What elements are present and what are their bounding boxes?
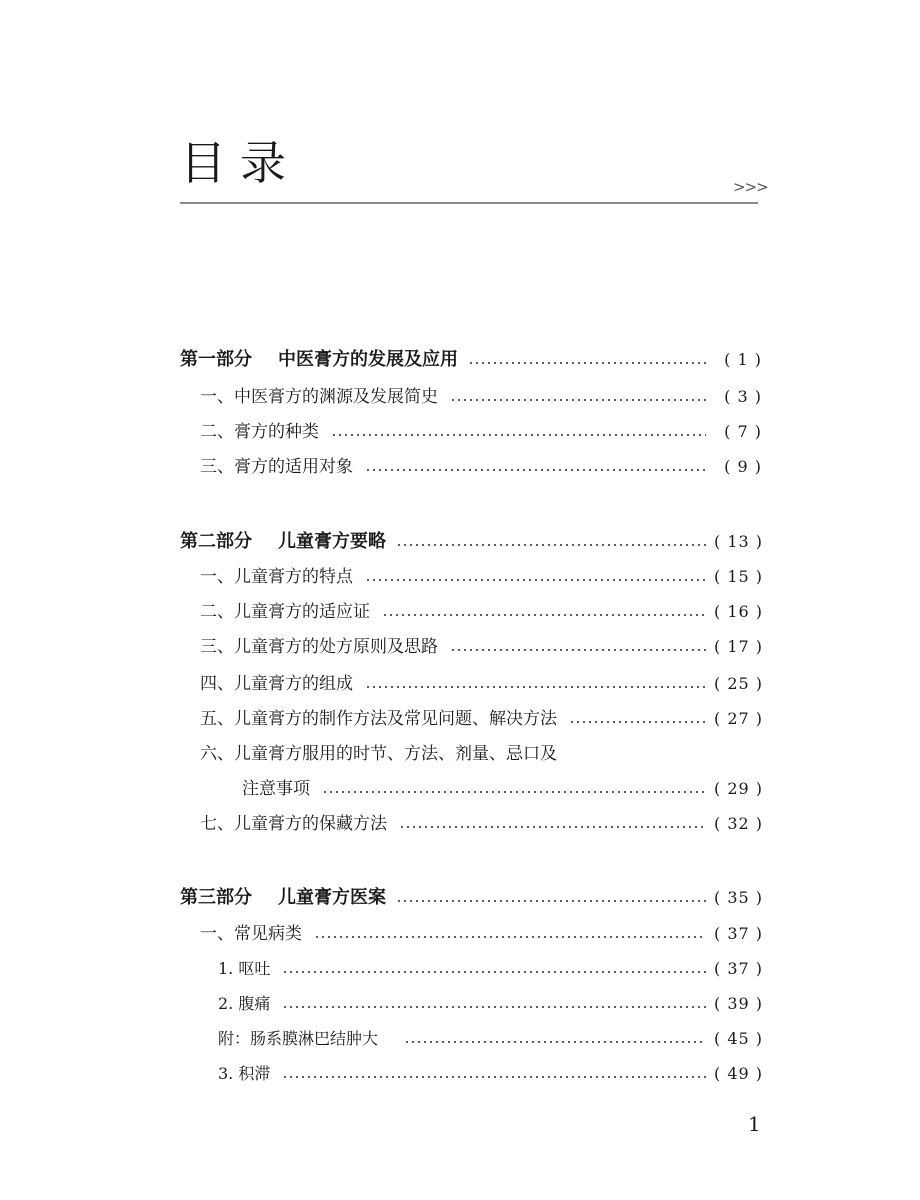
part-title: 中医膏方的发展及应用: [278, 349, 458, 370]
toc-item[interactable]: [200, 809, 762, 839]
page-ref: ( 35 ): [714, 888, 764, 907]
page-title: 目录: [180, 136, 300, 190]
toc-part-2[interactable]: [180, 527, 762, 557]
page-ref: ( 39 ): [714, 994, 764, 1013]
toc-item-label-cont: 注意事项: [242, 779, 310, 799]
page-ref: ( 1 ): [724, 350, 762, 369]
toc-item-label: 四、儿童膏方的组成: [200, 674, 353, 694]
dot-leader: [396, 544, 706, 546]
page-ref: ( 15 ): [714, 567, 764, 586]
dot-leader: [282, 1006, 706, 1008]
toc-item-label: 二、膏方的种类: [200, 422, 319, 442]
page-ref: ( 7 ): [724, 422, 762, 441]
toc-subitem[interactable]: [218, 1024, 762, 1054]
toc-item[interactable]: [200, 919, 762, 949]
toc-item[interactable]: [200, 417, 762, 447]
dot-leader: [399, 826, 706, 828]
dot-leader: [365, 686, 706, 688]
toc-subitem-label: 3. 积滞: [218, 1064, 271, 1083]
dot-leader: [468, 362, 706, 364]
dot-leader: [365, 579, 706, 581]
dot-leader: [322, 791, 706, 793]
dot-leader: [404, 1041, 706, 1043]
page-ref: ( 45 ): [714, 1029, 764, 1048]
toc-item-label: 二、儿童膏方的适应证: [200, 602, 370, 622]
page-ref: ( 27 ): [714, 709, 764, 728]
page-ref: ( 16 ): [714, 602, 764, 621]
toc-item-label: 一、常见病类: [200, 924, 302, 944]
toc-item-label: 一、儿童膏方的特点: [200, 567, 353, 587]
part-number: 第三部分: [180, 887, 252, 908]
dot-leader: [365, 469, 706, 471]
toc-item-label: 三、儿童膏方的处方原则及思路: [200, 637, 438, 657]
toc-item[interactable]: [200, 382, 762, 412]
toc-item-label: 五、儿童膏方的制作方法及常见问题、解决方法: [200, 709, 557, 729]
dot-leader: [314, 936, 706, 938]
toc-item[interactable]: [200, 669, 762, 699]
part-title: 儿童膏方要略: [278, 531, 386, 552]
dot-leader: [382, 614, 706, 616]
toc-item[interactable]: [200, 562, 762, 592]
toc-part-3[interactable]: [180, 883, 762, 913]
page-ref: ( 3 ): [724, 387, 762, 406]
page-ref: ( 37 ): [714, 924, 764, 943]
toc-subitem[interactable]: [218, 1059, 762, 1089]
page-ref: ( 9 ): [724, 457, 762, 476]
page-ref: ( 17 ): [714, 637, 764, 656]
toc-item-label: 一、中医膏方的渊源及发展简史: [200, 387, 438, 407]
page-ref: ( 25 ): [714, 674, 764, 693]
toc-item-label: 六、儿童膏方服用的时节、方法、剂量、忌口及: [200, 744, 557, 764]
toc-part-1[interactable]: [180, 345, 762, 375]
toc-item[interactable]: [200, 632, 762, 662]
part-number: 第二部分: [180, 531, 252, 552]
toc-item-label: 七、儿童膏方的保藏方法: [200, 814, 387, 834]
part-number: 第一部分: [180, 349, 252, 370]
toc-item[interactable]: [200, 597, 762, 627]
toc-subitem[interactable]: [218, 954, 762, 984]
toc-item-label: 三、膏方的适用对象: [200, 457, 353, 477]
dot-leader: [569, 721, 706, 723]
dot-leader: [450, 649, 706, 651]
toc-item[interactable]: [200, 452, 762, 482]
dot-leader: [450, 399, 706, 401]
dot-leader: [282, 971, 706, 973]
toc-item-multiline[interactable]: [200, 739, 762, 769]
dot-leader: [331, 434, 706, 436]
toc-subitem-label: 附：肠系膜淋巴结肿大: [218, 1029, 379, 1048]
page-ref: ( 49 ): [714, 1064, 764, 1083]
page-ref: ( 37 ): [714, 959, 764, 978]
dot-leader: [396, 900, 706, 902]
page-number: 1: [748, 1112, 761, 1136]
dot-leader: [282, 1076, 706, 1078]
chevron-right-icon: >>>: [733, 178, 768, 196]
toc-subitem-label: 2. 腹痛: [218, 994, 271, 1013]
toc-item-continuation[interactable]: [242, 774, 762, 804]
part-title: 儿童膏方医案: [278, 887, 386, 908]
toc-subitem-label: 1. 呕吐: [218, 959, 271, 978]
toc-item[interactable]: [200, 704, 762, 734]
page-ref: ( 29 ): [714, 779, 764, 798]
page-ref: ( 32 ): [714, 814, 764, 833]
toc-subitem[interactable]: [218, 989, 762, 1019]
page-ref: ( 13 ): [714, 532, 764, 551]
